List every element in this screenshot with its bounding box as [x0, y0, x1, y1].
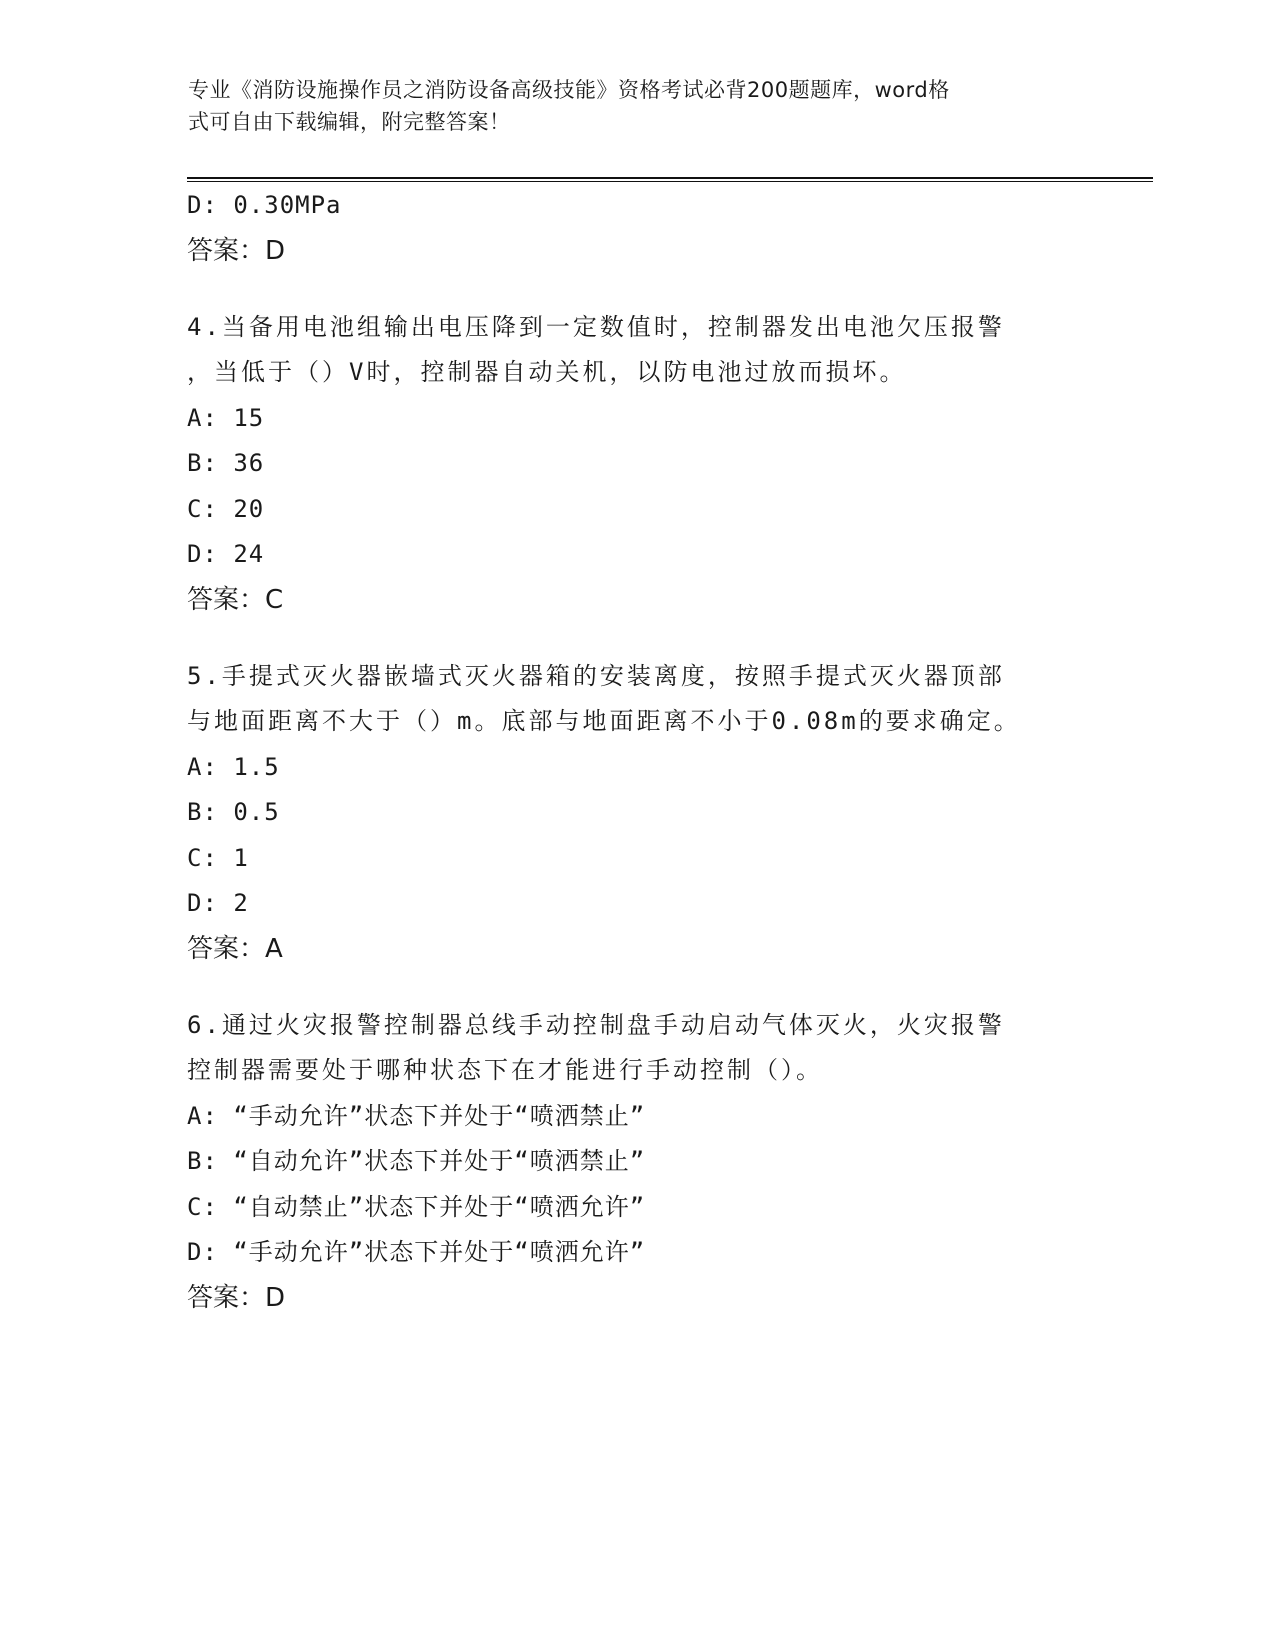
question-stem-line-2: 控制器需要处于哪种状态下在才能进行手动控制（）。: [187, 1056, 823, 1084]
question-5: [187, 661, 1087, 964]
answer-line: 答案：C: [187, 584, 284, 615]
option-d: D: “手动允许”状态下并处于“喷洒允许”: [187, 1238, 646, 1266]
question-stem-line-2: ，当低于（）V时，控制器自动关机，以防电池过放而损坏。: [187, 358, 907, 386]
answer-line: 答案：A: [187, 933, 283, 964]
question-stem-line-2: 与地面距离不大于（）m。底部与地面距离不小于0.08m的要求确定。: [187, 707, 1021, 735]
option-c: C: 1: [187, 843, 249, 872]
option-a: A: 15: [187, 403, 265, 432]
question-stem-line-1: 6.通过火灾报警控制器总线手动控制盘手动启动气体灭火，火灾报警: [187, 1010, 1005, 1039]
question-4: [187, 312, 1087, 615]
answer-line: 答案：D: [187, 235, 286, 266]
option-d: D: 2: [187, 889, 249, 917]
header-title-line-1: 专业《消防设施操作员之消防设备高级技能》资格考试必背200题题库，word格: [188, 78, 950, 102]
option-b: B: “自动允许”状态下并处于“喷洒禁止”: [187, 1147, 646, 1175]
question-stem-line-1: 4.当备用电池组输出电压降到一定数值时，控制器发出电池欠压报警: [187, 312, 1005, 341]
document-body: [187, 190, 1087, 1328]
option-d: D: 0.30MPa: [187, 191, 342, 219]
option-a: A: 1.5: [187, 752, 280, 781]
option-b: B: 36: [187, 449, 265, 477]
option-a: A: “手动允许”状态下并处于“喷洒禁止”: [187, 1101, 646, 1130]
page-header: [188, 74, 1088, 138]
option-d: D: 24: [187, 540, 265, 568]
option-b: B: 0.5: [187, 798, 280, 826]
header-divider: [187, 177, 1153, 182]
header-title-line-2: 式可自由下载编辑，附完整答案！: [188, 110, 511, 134]
continued-question: [187, 190, 1087, 266]
option-c: C: 20: [187, 494, 265, 523]
option-c: C: “自动禁止”状态下并处于“喷洒允许”: [187, 1192, 646, 1221]
question-stem-line-1: 5.手提式灭火器嵌墙式灭火器箱的安装离度，按照手提式灭火器顶部: [187, 661, 1005, 690]
question-6: [187, 1010, 1087, 1313]
answer-line: 答案：D: [187, 1282, 286, 1313]
